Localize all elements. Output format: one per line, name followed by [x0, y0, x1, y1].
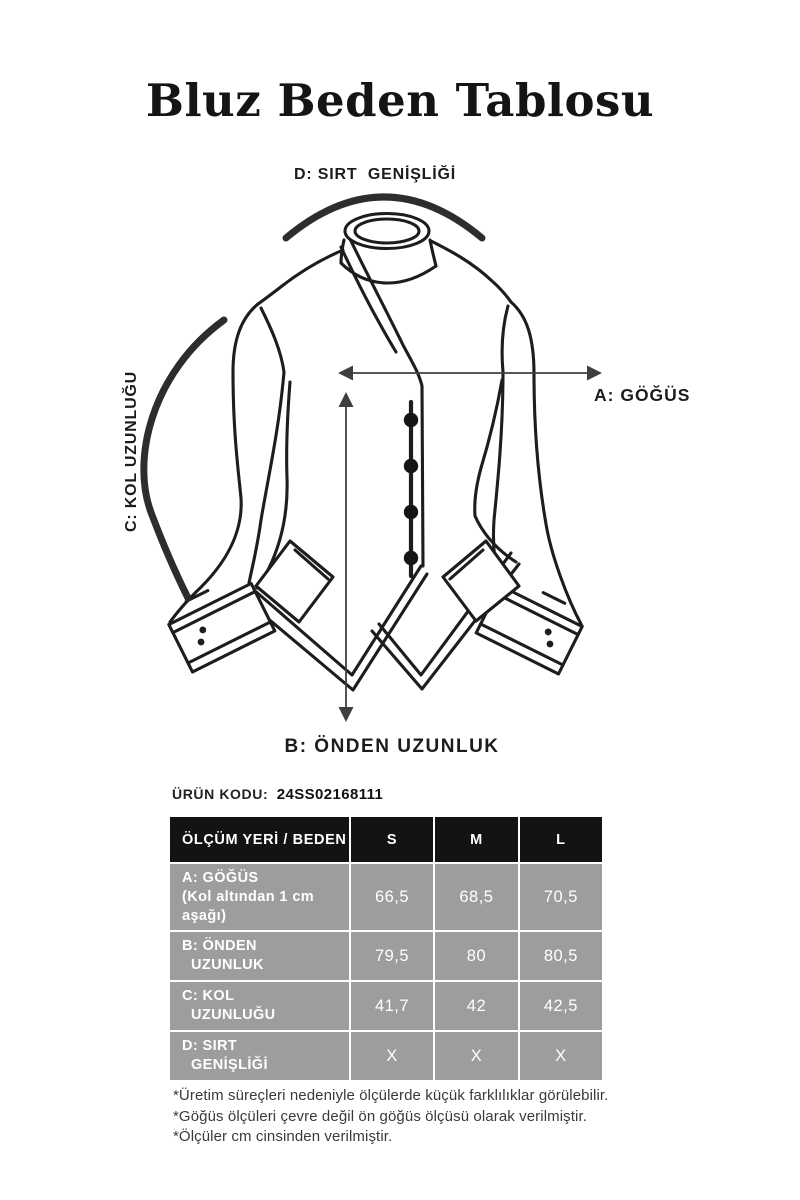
value-cell: 79,5 [351, 932, 433, 980]
footnotes [173, 1086, 608, 1148]
measure-header-cell: ÖLÇÜM YERİ / BEDEN [170, 817, 349, 862]
footnote-chest-measure: *Göğüs ölçüleri çevre değil ön göğüs ölçüsü olarak verilmiştir. [173, 1107, 587, 1125]
table-row-chest [170, 864, 602, 930]
row-label-line2: UZUNLUK [191, 957, 264, 973]
value-cell: X [351, 1032, 433, 1080]
sleeve-length-label: C: KOL UZUNLUĞU [123, 370, 140, 532]
value-cell: 80,5 [520, 932, 602, 980]
row-label [170, 1032, 349, 1080]
size-header-m: M [435, 817, 518, 862]
row-label-line1: A: GÖĞÜS [182, 869, 259, 886]
left-pocket-flap [256, 541, 333, 622]
value-cell: X [435, 1032, 518, 1080]
size-table-header-row [170, 817, 602, 862]
value-cell: 70,5 [520, 864, 602, 930]
row-label-line2: (Kol altından 1 cm aşağı) [182, 888, 315, 924]
page-title: Bluz Beden Tablosu [145, 74, 655, 127]
row-label [170, 864, 349, 930]
size-header-s: S [351, 817, 433, 862]
table-row-sleeve-length [170, 982, 602, 1030]
row-label-line1: B: ÖNDEN [182, 938, 257, 954]
size-header-l: L [520, 817, 602, 862]
row-label-line1: D: SIRT [182, 1038, 238, 1054]
row-label [170, 932, 349, 980]
value-cell: 68,5 [435, 864, 518, 930]
table-row-back-width [170, 1032, 602, 1080]
row-label [170, 982, 349, 1030]
footnote-tolerance: *Üretim süreçleri nedeniyle ölçülerde küçük farklılıklar görülebilir. [173, 1087, 609, 1104]
sleeve-length-arc [144, 320, 224, 598]
product-code [172, 786, 383, 803]
chest-arrow [338, 366, 602, 381]
row-label-line1: C: KOL [182, 988, 235, 1004]
product-code-label: ÜRÜN KODU: [172, 786, 269, 802]
value-cell: X [520, 1032, 602, 1080]
value-cell: 80 [435, 932, 518, 980]
value-cell: 42 [435, 982, 518, 1030]
front-length-label: B: ÖNDEN UZUNLUK [284, 736, 500, 757]
value-cell: 42,5 [520, 982, 602, 1030]
product-code-value: 24SS02168111 [276, 786, 384, 803]
table-row-front-length [170, 932, 602, 980]
size-table [168, 815, 604, 1082]
value-cell: 41,7 [351, 982, 433, 1030]
jacket-line-art [163, 214, 588, 691]
chest-label: A: GÖĞÜS [594, 385, 691, 405]
back-width-label: D: SIRT GENİŞLİĞİ [294, 166, 456, 183]
row-label-line2: UZUNLUĞU [191, 1007, 276, 1023]
value-cell: 66,5 [351, 864, 433, 930]
row-label-line2: GENİŞLİĞİ [191, 1057, 268, 1073]
footnote-units: *Ölçüler cm cinsinden verilmiştir. [173, 1128, 393, 1145]
